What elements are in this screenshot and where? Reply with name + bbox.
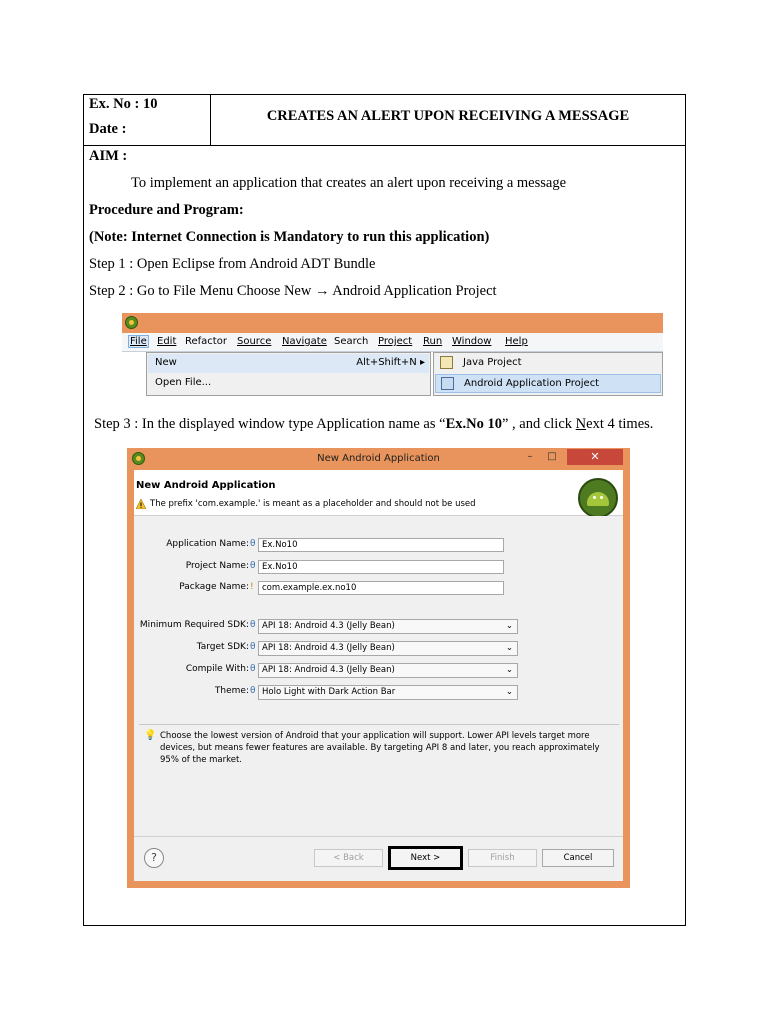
target-sdk-label: Target SDK:: [196, 642, 249, 652]
compile-with-select[interactable]: API 18: Android 4.3 (Jelly Bean) ⌄: [258, 663, 518, 678]
page-title: CREATES AN ALERT UPON RECEIVING A MESSAGE: [266, 108, 630, 124]
project-name-input[interactable]: Ex.No10: [258, 560, 504, 574]
info-icon: θ: [250, 686, 256, 696]
menu-window[interactable]: Window: [452, 336, 492, 347]
chevron-down-icon: ⌄: [505, 621, 513, 631]
submenu-android-project[interactable]: [435, 374, 661, 393]
new-android-app-dialog: [127, 448, 630, 888]
dialog-header: [134, 470, 623, 516]
maximize-icon[interactable]: □: [547, 451, 557, 462]
menu-run[interactable]: Run: [423, 336, 443, 347]
minimize-icon[interactable]: –: [527, 451, 533, 462]
dialog-body: [134, 516, 623, 836]
menu-item-open-file-label: Open File...: [155, 377, 212, 388]
dialog-heading: New Android Application: [136, 480, 276, 491]
java-project-icon: [440, 356, 453, 369]
eclipse-logo-icon: [125, 316, 138, 329]
min-sdk-label: Minimum Required SDK:: [139, 620, 249, 630]
aim-text: To implement an application that creates an alert upon receiving a message: [131, 175, 567, 191]
app-name-label: Application Name:: [166, 539, 249, 549]
package-name-label: Package Name:: [179, 582, 249, 592]
aim-label: AIM :: [89, 148, 128, 164]
menu-item-open-file[interactable]: [148, 374, 429, 393]
menu-item-new-label: New: [155, 357, 177, 368]
menu-item-new[interactable]: [148, 354, 429, 373]
new-submenu: [433, 352, 663, 396]
menu-file[interactable]: File: [130, 336, 147, 347]
menu-bar: [122, 333, 663, 352]
help-icon[interactable]: ?: [144, 848, 164, 868]
close-icon[interactable]: ✕: [567, 449, 623, 465]
next-button[interactable]: Next >: [388, 846, 463, 870]
eclipse-titlebar: [122, 313, 663, 333]
min-sdk-select[interactable]: API 18: Android 4.3 (Jelly Bean) ⌄: [258, 619, 518, 634]
project-name-label: Project Name:: [185, 561, 249, 571]
step-3: Step 3 : In the displayed window type Application name as “Ex.No 10” , and click Next 4 times.: [94, 416, 654, 432]
package-name-input[interactable]: com.example.ex.no10: [258, 581, 504, 595]
chevron-down-icon: ⌄: [505, 687, 513, 697]
dialog-window-title: New Android Application: [317, 453, 440, 464]
theme-select[interactable]: Holo Light with Dark Action Bar ⌄: [258, 685, 518, 700]
lightbulb-icon: 💡: [144, 730, 157, 741]
warning-small-icon: !: [250, 582, 254, 592]
menu-project[interactable]: Project: [378, 336, 413, 347]
date-label: Date :: [89, 121, 127, 137]
target-sdk-select[interactable]: API 18: Android 4.3 (Jelly Bean) ⌄: [258, 641, 518, 656]
file-dropdown: [146, 352, 431, 396]
eclipse-menu-screenshot: [122, 313, 663, 396]
compile-with-label: Compile With:: [185, 664, 249, 674]
finish-button[interactable]: Finish: [468, 849, 537, 867]
procedure-label: Procedure and Program:: [89, 202, 244, 218]
menu-navigate[interactable]: Navigate: [282, 336, 327, 347]
theme-label: Theme:: [214, 686, 249, 696]
menu-help[interactable]: Help: [505, 336, 528, 347]
step-2: Step 2 : Go to File Menu Choose New → Android Application Project: [89, 283, 497, 299]
dialog-warning-text: The prefix 'com.example.' is meant as a placeholder and should not be used: [150, 499, 476, 509]
info-icon: θ: [250, 642, 256, 652]
separator: [139, 724, 619, 725]
dialog-footer: [134, 836, 623, 881]
cancel-button[interactable]: Cancel: [542, 849, 614, 867]
dialog-content: [134, 470, 623, 881]
android-project-icon: [441, 377, 454, 390]
sdk-hint-text: Choose the lowest version of Android that your application will support. Lower API levels target more devices, but means fewer features are available. By targeting API 8 and later, you reach approximately 95% of the market.: [160, 731, 600, 765]
menu-source[interactable]: Source: [237, 336, 272, 347]
back-button[interactable]: < Back: [314, 849, 383, 867]
step-1: Step 1 : Open Eclipse from Android ADT Bundle: [89, 256, 376, 272]
chevron-down-icon: ⌄: [505, 665, 513, 675]
menu-edit[interactable]: Edit: [157, 336, 177, 347]
application-name-input[interactable]: Ex.No10: [258, 538, 504, 552]
warning-icon: [136, 499, 146, 509]
menu-item-new-shortcut: Alt+Shift+N ▸: [356, 357, 425, 368]
menu-search[interactable]: Search: [334, 336, 369, 347]
info-icon: θ: [250, 620, 256, 630]
menu-refactor[interactable]: Refactor: [185, 336, 227, 347]
android-logo-icon: [578, 478, 618, 518]
info-icon: θ: [250, 561, 256, 571]
note-text: (Note: Internet Connection is Mandatory to run this application): [89, 229, 490, 245]
info-icon: θ: [250, 664, 256, 674]
info-icon: θ: [250, 539, 256, 549]
ex-number: Ex. No : 10: [89, 96, 158, 112]
submenu-android-project-label: Android Application Project: [464, 378, 600, 389]
submenu-java-project-label: Java Project: [463, 357, 522, 368]
chevron-down-icon: ⌄: [505, 643, 513, 653]
submenu-java-project[interactable]: [435, 354, 661, 373]
header-divider: [83, 145, 686, 146]
